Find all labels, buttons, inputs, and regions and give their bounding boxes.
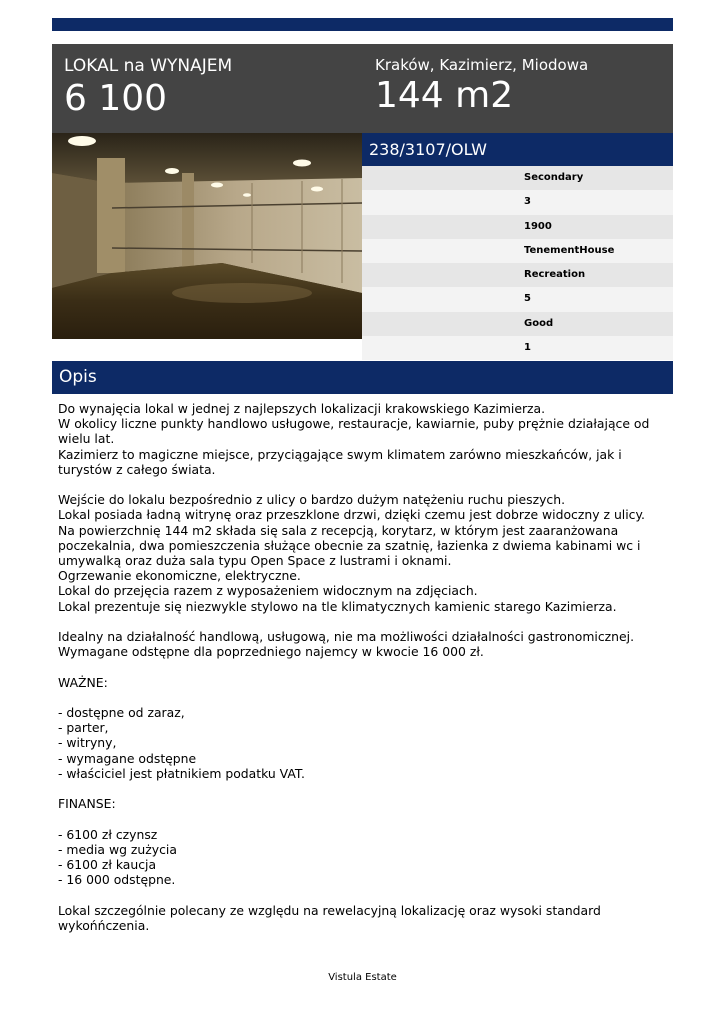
footer-company: Vistula Estate <box>328 972 397 983</box>
reference-number: 238/3107/OLW <box>362 133 673 166</box>
description-text: Do wynajęcia lokal w jednej z najlepszych lokalizacji krakowskiego Kazimierza. W okolicy liczne punkty handlowo usługowe, restauracje, kawiarnie, puby prężnie działające od wielu lat. Kazimierz to magiczne miejsce, przyciągające swym klimatem zarówno mieszkańców, jak i turystów z całego świata. Wejście do lokalu bezpośrednio z ulicy o bardzo dużym natężeniu ruchu pieszych. Lokal posiada ładną witrynę oraz przeszklone drzwi, dzięki czemu jest dobrze widoczny z ulicy. Na powierzchnię 144 m2 składa się sala z recepcją, korytarz, w którym jest zaaranżowana poczekalnia, dwa pomieszczenia służące obecnie za szatnię, łazienka z dwiema kabinami wc i umywalką oraz duża sala typu Open Space z lustrami i oknami. Ogrzewanie ekonomiczne, elektryczne. Lokal do przejęcia razem z wyposażeniem widocznym na zdjęciach. Lokal prezentuje się niezwykle stylowo na tle klimatycznych kamienic starego Kazimierza. Idealny na działalność handlową, usługową, nie ma możliwości działalności gastronomicznej. Wymagane odstępne dla poprzedniego najemcy w kwocie 16 000 zł. WAŻNE: - dostępne od zaraz, - parter, - witryny, - wymagane odstępne - właściciel jest płatnikiem podatku VAT. FINANSE: - 6100 zł czynsz - media wg zużycia - 6100 zł kaucja - 16 000 odstępne. Lokal szczególnie polecany ze względu na rewelacyjną lokalizację oraz wysoki standard wykońńczenia. <box>58 401 650 933</box>
attribute-row: Good <box>362 312 673 336</box>
attribute-list <box>362 166 673 360</box>
attribute-row: 1900 <box>362 215 673 239</box>
property-photo-image <box>52 133 362 339</box>
attribute-row: 5 <box>362 287 673 311</box>
area: 144 m2 <box>375 75 514 116</box>
top-accent-bar <box>52 18 673 31</box>
property-photo <box>52 133 362 339</box>
description-heading: Opis <box>52 361 673 394</box>
offer-type: LOKAL na WYNAJEM <box>64 56 233 76</box>
attribute-row: 1 <box>362 336 673 360</box>
attribute-row: TenementHouse <box>362 239 673 263</box>
attribute-row: Secondary <box>362 166 673 190</box>
listing-header <box>52 44 673 133</box>
attribute-row: Recreation <box>362 263 673 287</box>
price: 6 100 <box>64 78 168 119</box>
attribute-row: 3 <box>362 190 673 214</box>
location: Kraków, Kazimierz, Miodowa <box>375 56 589 74</box>
header-left <box>64 56 232 120</box>
header-right <box>375 56 588 117</box>
